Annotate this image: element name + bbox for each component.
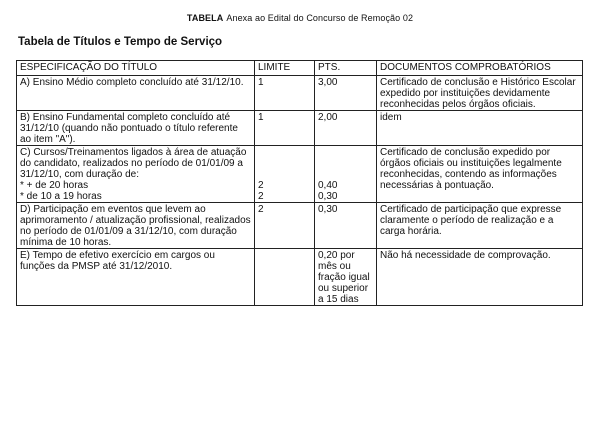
row-c-pts-1: 0,40 — [318, 180, 338, 191]
document-header — [0, 13, 600, 23]
row-c-limit-spacer — [258, 147, 311, 180]
row-e-spec: E) Tempo de efetivo exercício em cargos ou funções da PMSP até 31/12/2010. — [17, 249, 255, 306]
header-label: TABELA — [186, 13, 224, 23]
header-spec: ESPECIFICAÇÃO DO TÍTULO — [17, 61, 255, 76]
row-b-spec: B) Ensino Fundamental completo concluído até 31/12/10 (quando não pontuado o título referente ao item "A"). — [17, 111, 255, 146]
row-e-docs: Não há necessidade de comprovação. — [377, 249, 583, 306]
row-c-limit-cell — [255, 146, 315, 203]
row-d-spec: D) Participação em eventos que levem ao aprimoramento / atualização profissional, realizados no período de 01/01/09 a 31/12/10, com duração mínima de 10 horas. — [17, 203, 255, 249]
table-row — [17, 249, 583, 306]
row-e-limit — [255, 249, 315, 306]
row-e-pts: 0,20 por mês ou fração igual ou superior a 15 dias — [315, 249, 377, 306]
table-title: Tabela de Títulos e Tempo de Serviço — [18, 36, 223, 48]
header-limit: LIMITE — [255, 61, 315, 76]
table-row — [17, 203, 583, 249]
header-docs: DOCUMENTOS COMPROBATÓRIOS — [377, 61, 583, 76]
row-a-spec: A) Ensino Médio completo concluído até 31/12/10. — [17, 76, 255, 111]
row-c-spec-cell — [17, 146, 255, 203]
row-c-limit-2: 2 — [258, 191, 264, 202]
row-c-docs: Certificado de conclusão expedido por órgãos oficiais ou instituições legalmente reconhecidas, contendo as informações necessárias à pontuação. — [377, 146, 583, 203]
row-c-spec-option-2: * de 10 a 19 horas — [20, 191, 102, 202]
row-c-pts-cell — [315, 146, 377, 203]
table-row — [17, 76, 583, 111]
table-header-row — [17, 61, 583, 76]
row-c-spec: C) Cursos/Treinamentos ligados à área de atuação do candidato, realizados no período de 01/01/09 a 31/12/10, com duração de: — [20, 147, 247, 180]
row-c-pts-2: 0,30 — [318, 191, 338, 202]
row-b-docs: idem — [377, 111, 583, 146]
row-c-pts-spacer — [318, 147, 373, 180]
header-text: Anexa ao Edital do Concurso de Remoção 02 — [226, 13, 414, 23]
row-b-pts: 2,00 — [315, 111, 377, 146]
row-c-spec-option-1: * + de 20 horas — [20, 180, 89, 191]
row-c-limit-1: 2 — [258, 180, 264, 191]
row-a-pts: 3,00 — [315, 76, 377, 111]
row-d-docs: Certificado de participação que expresse claramente o período de realização e a carga horária. — [377, 203, 583, 249]
row-d-pts: 0,30 — [315, 203, 377, 249]
table-row — [17, 111, 583, 146]
table-row — [17, 146, 583, 203]
row-d-limit: 2 — [255, 203, 315, 249]
row-a-docs: Certificado de conclusão e Histórico Escolar expedido por instituições devidamente reconhecidas pelos órgãos oficiais. — [377, 76, 583, 111]
row-a-limit: 1 — [255, 76, 315, 111]
titles-table — [16, 60, 583, 306]
header-pts: PTS. — [315, 61, 377, 76]
row-b-limit: 1 — [255, 111, 315, 146]
